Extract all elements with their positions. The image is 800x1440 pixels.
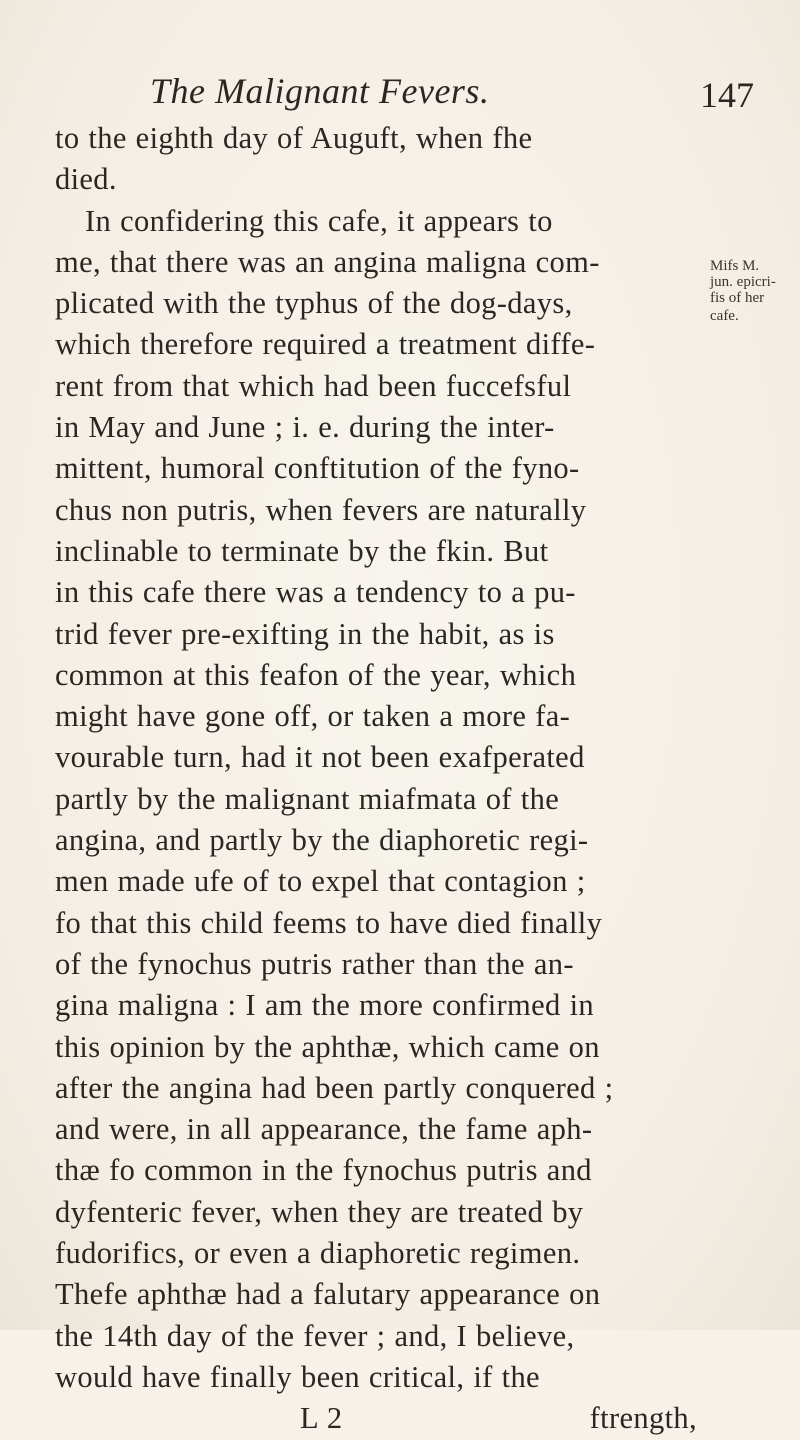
text-line: of the fynochus putris rather than the an- — [55, 946, 574, 981]
text-line: mittent, humoral conftitution of the fyno- — [55, 451, 580, 486]
text-line: plicated with the typhus of the dog-days, — [55, 286, 573, 321]
text-line: inclinable to terminate by the fkin. But — [55, 533, 549, 568]
marginal-note-line: fis of her — [710, 290, 765, 306]
text-line: In confidering this cafe, it appears to — [85, 203, 553, 238]
text-line: which therefore required a treatment diffe- — [55, 327, 596, 362]
text-line: partly by the malignant miafmata of the — [55, 781, 560, 816]
text-line: gina maligna : I am the more confirmed in — [55, 988, 594, 1023]
text-line: Thefe aphthæ had a falutary appearance on — [55, 1277, 601, 1312]
marginal-note-line: cafe. — [710, 308, 739, 324]
running-title: The Malignant Fevers. — [150, 71, 490, 111]
text-line: common at this feafon of the year, which — [55, 657, 577, 692]
text-line: might have gone off, or taken a more fa- — [55, 699, 571, 734]
text-line: after the angina had been partly conquered ; — [55, 1070, 614, 1105]
text-line: and were, in all appearance, the fame aph- — [55, 1112, 593, 1147]
signature-mark: L 2 — [300, 1401, 343, 1436]
text-line: men made ufe of to expel that contagion ; — [55, 864, 586, 899]
text-line-footer — [55, 1398, 707, 1439]
text-line: thæ fo common in the fynochus putris and — [55, 1153, 592, 1188]
page-number: 147 — [700, 75, 754, 115]
text-line: rent from that which had been fuccefsful — [55, 368, 572, 403]
text-line: this opinion by the aphthæ, which came on — [55, 1029, 600, 1064]
catchword: ftrength, — [589, 1401, 697, 1436]
text-line: fudorifics, or even a diaphoretic regimen. — [55, 1236, 581, 1271]
text-line: in this cafe there was a tendency to a pu- — [55, 575, 576, 610]
text-line: trid fever pre-exifting in the habit, as is — [55, 616, 555, 651]
marginal-note-line: Mifs M. — [710, 258, 760, 274]
marginal-note-line: jun. epicri- — [710, 274, 776, 290]
text-line: fo that this child feems to have died finally — [55, 905, 603, 940]
text-line: me, that there was an angina maligna com- — [55, 244, 600, 279]
body-text — [55, 118, 707, 1440]
text-line: the 14th day of the fever ; and, I believe, — [55, 1318, 575, 1353]
text-line: to the eighth day of Auguft, when fhe — [55, 121, 533, 155]
text-line: died. — [55, 162, 117, 197]
text-line: in May and June ; i. e. during the inter- — [55, 410, 555, 445]
text-line: would have finally been critical, if the — [55, 1359, 540, 1394]
text-line: chus non putris, when fevers are naturally — [55, 492, 587, 527]
text-line: angina, and partly by the diaphoretic regi- — [55, 823, 589, 858]
text-line: dyfenteric fever, when they are treated by — [55, 1194, 584, 1229]
text-line: vourable turn, had it not been exafperated — [55, 740, 585, 775]
